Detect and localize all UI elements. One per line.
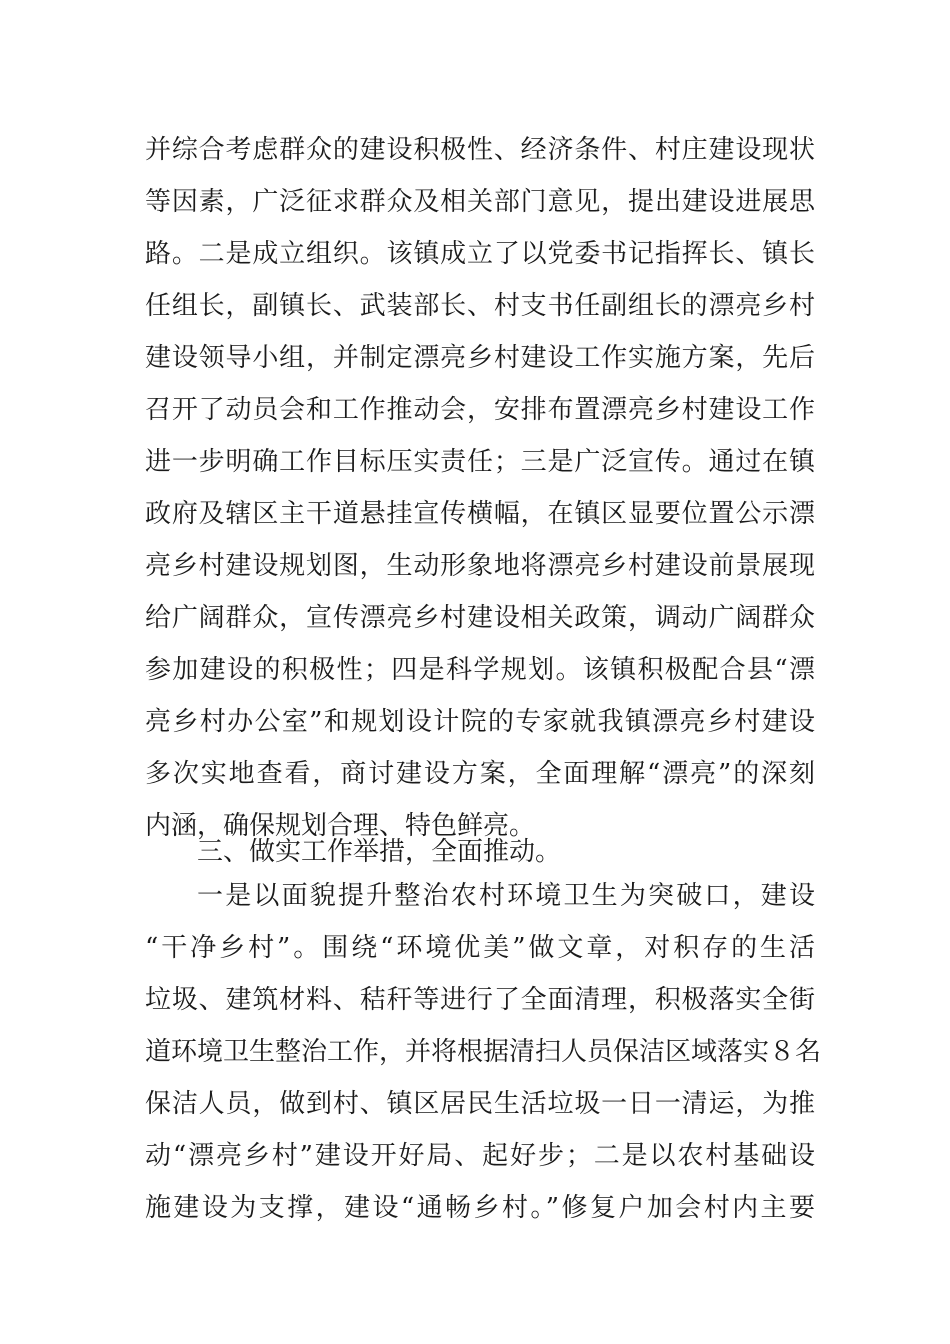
text-line: 施建设为支撑，建设“通畅乡村。”修复户加会村内主要 [145, 1193, 815, 1223]
text-line: 参加建设的积极性；四是科学规划。该镇积极配合县“漂 [145, 655, 815, 685]
text-line: 垃圾、建筑材料、秸秆等进行了全面清理，积极落实全街 [145, 985, 815, 1015]
text-line: 一是以面貌提升整治农村环境卫生为突破口，建设 [197, 881, 815, 911]
text-line: 并综合考虑群众的建设积极性、经济条件、村庄建设现状 [145, 135, 815, 165]
text-line: 任组长，副镇长、武装部长、村支书任副组长的漂亮乡村 [145, 291, 815, 321]
text-line: 路。二是成立组织。该镇成立了以党委书记指挥长、镇长 [145, 239, 815, 269]
text-line: 建设领导小组，并制定漂亮乡村建设工作实施方案，先后 [145, 343, 815, 373]
text-line: 召开了动员会和工作推动会，安排布置漂亮乡村建设工作 [145, 395, 815, 425]
text-line: 道环境卫生整治工作，并将根据清扫人员保洁区域落实８名 [145, 1037, 822, 1067]
text-line: 多次实地查看，商讨建设方案，全面理解“漂亮”的深刻 [145, 759, 815, 789]
text-line: 政府及辖区主干道悬挂宣传横幅，在镇区显要位置公示漂 [145, 499, 815, 529]
text-line: 亮乡村建设规划图，生动形象地将漂亮乡村建设前景展现 [145, 551, 815, 581]
heading-line: 三、做实工作举措，全面推动。 [197, 837, 562, 867]
text-line: 给广阔群众，宣传漂亮乡村建设相关政策，调动广阔群众 [145, 603, 815, 633]
text-line: “干净乡村”。围绕“环境优美”做文章，对积存的生活 [145, 933, 815, 963]
text-line: 亮乡村办公室”和规划设计院的专家就我镇漂亮乡村建设 [145, 707, 815, 737]
text-line: 内涵，确保规划合理、特色鲜亮。 [145, 811, 536, 841]
paragraph-measures [145, 870, 822, 1234]
paragraph-preparation [145, 124, 815, 852]
text-line: 保洁人员，做到村、镇区居民生活垃圾一日一清运，为推 [145, 1089, 815, 1119]
text-line: 动“漂亮乡村”建设开好局、起好步；二是以农村基础设 [145, 1141, 815, 1171]
text-line: 进一步明确工作目标压实责任；三是广泛宣传。通过在镇 [145, 447, 815, 477]
text-line: 等因素，广泛征求群众及相关部门意见，提出建设进展思 [145, 187, 815, 217]
